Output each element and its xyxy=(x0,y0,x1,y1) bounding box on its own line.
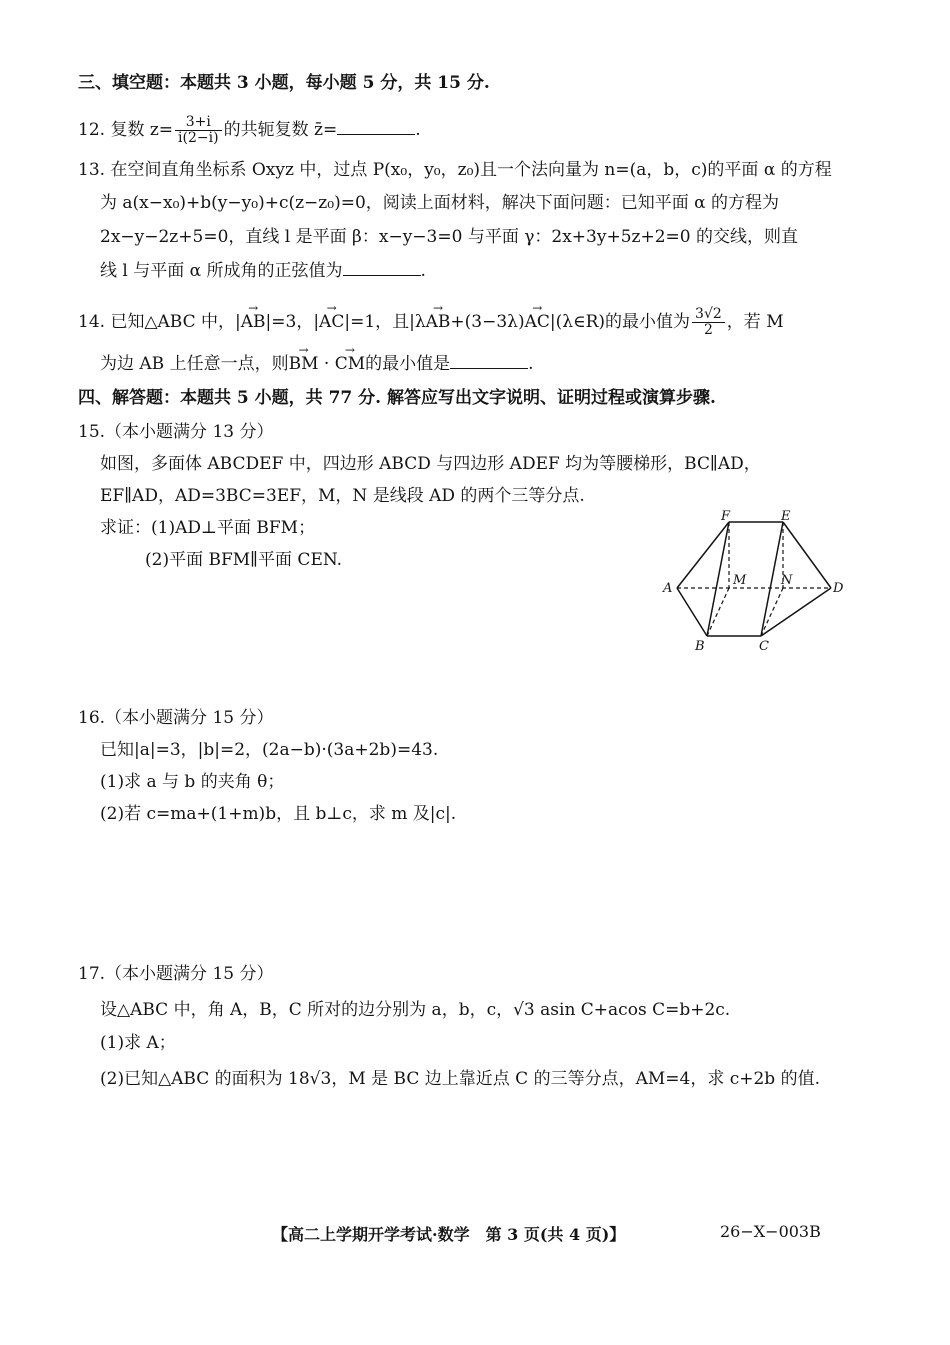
q14-frac-den: 2 xyxy=(703,322,713,338)
vector-ab: → AB xyxy=(241,310,266,334)
q14-line2 xyxy=(100,352,534,376)
polyhedron-figure xyxy=(655,508,855,658)
q12-answer-blank xyxy=(337,118,415,135)
q14-dot: · xyxy=(318,354,335,374)
q15-title: 15.（本小题满分 13 分） xyxy=(78,422,274,442)
label-f: F xyxy=(721,509,731,524)
edge-af xyxy=(677,522,729,588)
label-d: D xyxy=(833,581,844,596)
q14-text-1: 14. 已知△ABC 中，| xyxy=(78,312,241,332)
q13-line4-end: . xyxy=(420,261,426,281)
q16-line1: 已知|a|=3，|b|=2，(2a−b)·(3a+2b)=43. xyxy=(100,740,439,760)
q14-line2-suffix: 的最小值是 xyxy=(365,354,451,374)
q14-text-6: ，若 M xyxy=(726,312,784,332)
q14-text-4: +(3−3λ) xyxy=(450,312,525,332)
q14-line1 xyxy=(78,307,784,338)
q13-answer-blank xyxy=(343,259,421,276)
q14-text-5: |(λ∈R)的最小值为 xyxy=(549,312,691,332)
q13-line3: 2x−y−2z+5=0，直线 l 是平面 β：x−y−3=0 与平面 γ：2x+3y+5z+2=0 的交线，则直 xyxy=(100,227,798,247)
q14-line2-text: 为边 AB 上任意一点，则 xyxy=(100,354,289,374)
vector-ac-2: → AC xyxy=(525,310,550,334)
q17-title: 17.（本小题满分 15 分） xyxy=(78,964,274,984)
q12-fraction xyxy=(175,115,222,146)
edge-bf xyxy=(707,522,729,636)
q15-line4: (2)平面 BFM∥平面 CEN. xyxy=(145,550,343,570)
question-12 xyxy=(78,115,421,146)
q16-title: 16.（本小题满分 15 分） xyxy=(78,708,274,728)
vector-ac: → AC xyxy=(319,310,344,334)
q13-line4 xyxy=(100,259,426,283)
q17-line2: (1)求 A； xyxy=(100,1033,176,1053)
edge-bm-dashed xyxy=(707,588,729,636)
label-a: A xyxy=(663,581,673,596)
q16-line3: (2)若 c=ma+(1+m)b，且 b⊥c，求 m 及|c|. xyxy=(100,804,457,824)
label-b: B xyxy=(695,639,705,654)
q13-line4-text: 线 l 与平面 α 所成角的正弦值为 xyxy=(100,261,343,281)
q13-line1: 13. 在空间直角坐标系 Oxyz 中，过点 P(x₀，y₀，z₀)且一个法向量为 n=(a，b，c)的平面 α 的方程 xyxy=(78,160,832,180)
q14-answer-blank xyxy=(450,352,528,369)
q12-prefix: 12. 复数 z= xyxy=(78,120,174,140)
vector-ab-2: → AB xyxy=(426,310,451,334)
section3-header: 三、填空题：本题共 3 小题，每小题 5 分，共 15 分. xyxy=(78,73,490,93)
q12-denominator: i(2−i) xyxy=(178,130,219,146)
vector-cm: → CM xyxy=(335,352,365,376)
q14-fraction xyxy=(692,307,725,338)
edge-cd xyxy=(761,588,831,636)
q17-line3: (2)已知△ABC 的面积为 18√3，M 是 BC 边上靠近点 C 的三等分点，AM=4，求 c+2b 的值. xyxy=(100,1069,821,1089)
label-e: E xyxy=(781,509,791,524)
q17-line1: 设△ABC 中，角 A，B，C 所对的边分别为 a，b，c，√3 asin C+acos C=b+2c. xyxy=(100,1000,731,1020)
label-m: M xyxy=(733,573,747,588)
q14-frac-num: 3√2 xyxy=(692,307,725,323)
label-n: N xyxy=(781,573,793,588)
exam-code: 26−X−003B xyxy=(720,1222,821,1241)
q16-line2: (1)求 a 与 b 的夹角 θ； xyxy=(100,772,285,792)
q15-line3: 求证：(1)AD⊥平面 BFM； xyxy=(100,518,316,538)
q12-end: . xyxy=(415,120,421,140)
edge-ce xyxy=(761,522,783,636)
q13-line2: 为 a(x−x₀)+b(y−y₀)+c(z−z₀)=0，阅读上面材料，解决下面问题：已知平面 α 的方程为 xyxy=(100,193,780,213)
q15-line2: EF∥AD，AD=3BC=3EF，M，N 是线段 AD 的两个三等分点. xyxy=(100,486,585,506)
section4-header: 四、解答题：本题共 5 小题，共 77 分. 解答应写出文字说明、证明过程或演算步骤. xyxy=(78,388,716,408)
vector-bm: → BM xyxy=(289,352,319,376)
page-footer: 【高二上学期开学考试·数学 第 3 页(共 4 页)】 xyxy=(272,1225,626,1244)
q12-numerator: 3+i xyxy=(175,115,222,131)
q12-suffix: 的共轭复数 z̄= xyxy=(223,120,338,140)
q14-text-3: |=1，且|λ xyxy=(344,312,426,332)
q14-text-2: |=3，| xyxy=(265,312,320,332)
edge-ab xyxy=(677,588,707,636)
q14-line2-end: . xyxy=(528,354,534,374)
q15-line1: 如图，多面体 ABCDEF 中，四边形 ABCD 与四边形 ADEF 均为等腰梯形，BC∥AD， xyxy=(100,454,761,474)
label-c: C xyxy=(759,639,769,654)
